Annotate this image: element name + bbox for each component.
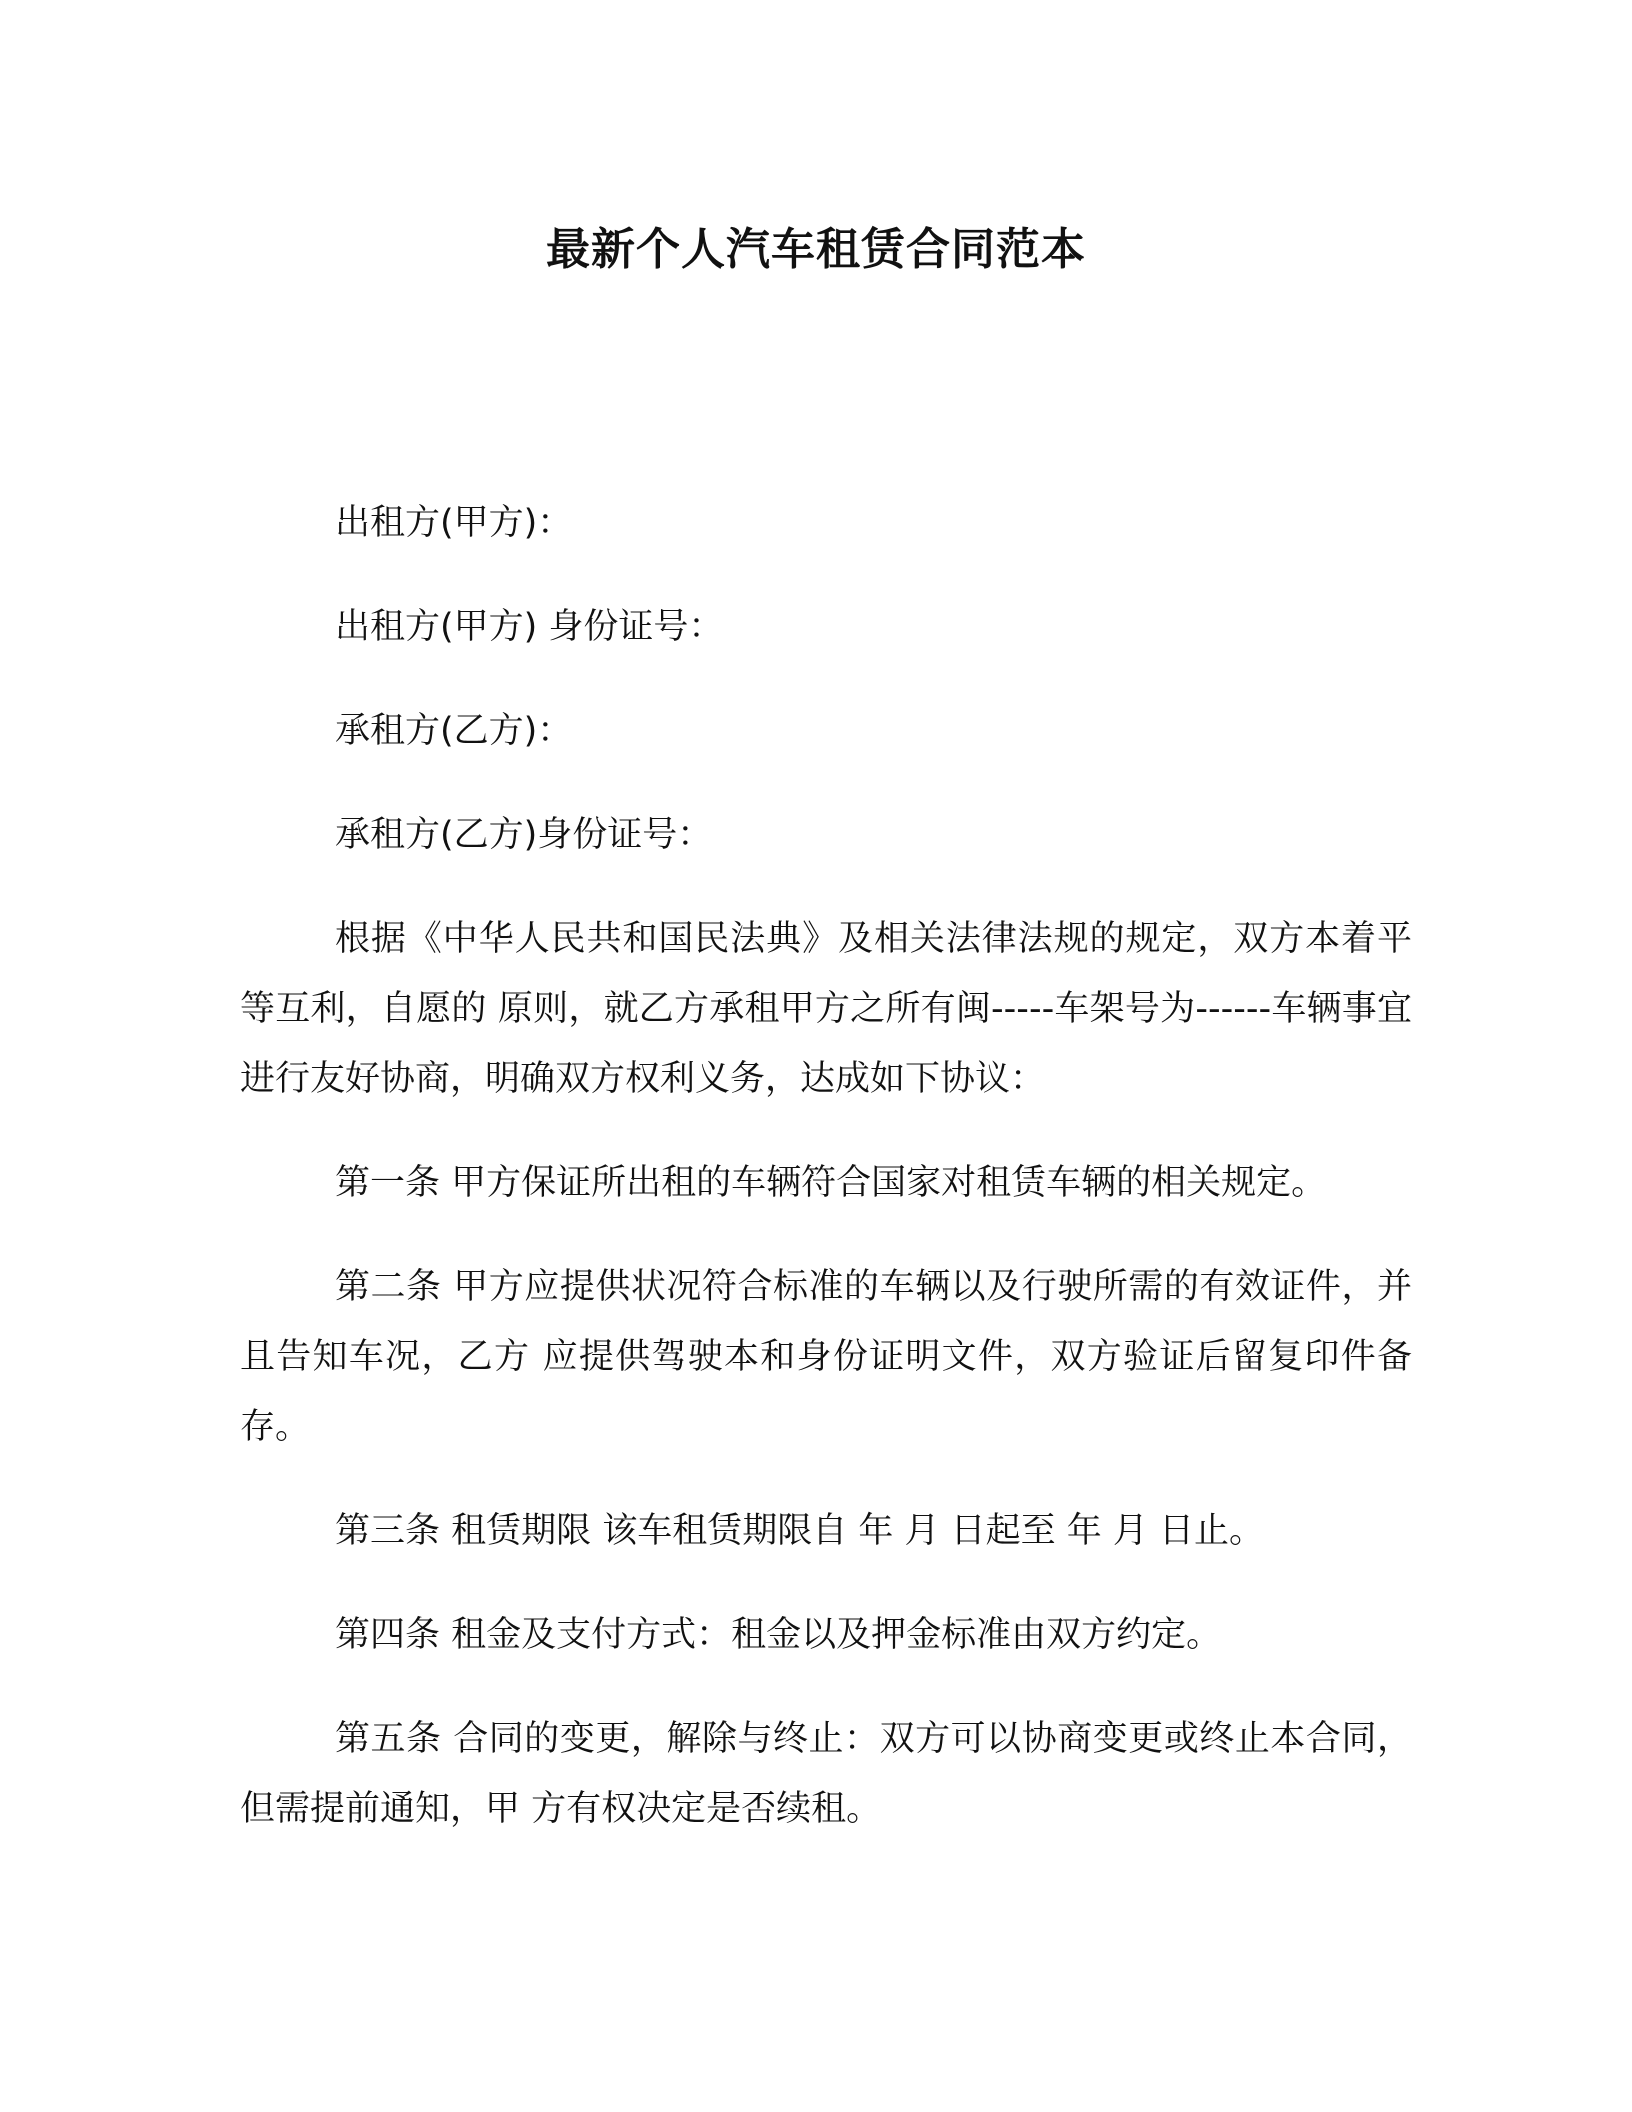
article-3: 第三条 租赁期限 该车租赁期限自 年 月 日起至 年 月 日止。 (335, 1511, 1265, 1551)
lessor-id-line: 出租方(甲方) 身份证号： (335, 607, 724, 647)
lessee-id-line: 承租方(乙方)身份证号： (335, 815, 713, 855)
article-1: 第一条 甲方保证所出租的车辆符合国家对租赁车辆的相关规定。 (335, 1163, 1327, 1203)
article-2: 第二条 甲方应提供状况符合标准的车辆以及行驶所需的有效证件，并且告知车况，乙方 应提供驾驶本和身份证明文件，双方验证后留复印件备存。 (240, 1267, 1412, 1447)
lessee-line: 承租方(乙方)： (335, 711, 573, 751)
document-body (240, 488, 1412, 1878)
article-4: 第四条 租金及支付方式：租金以及押金标准由双方约定。 (335, 1615, 1222, 1655)
article-5: 第五条 合同的变更，解除与终止：双方可以协商变更或终止本合同，但需提前通知，甲 方有权决定是否续租。 (240, 1719, 1412, 1829)
preamble-paragraph: 根据《中华人民共和国民法典》及相关法律法规的规定，双方本着平等互利，自愿的 原则，就乙方承租甲方之所有闽-----车架号为------车辆事宜进行友好协商，明确双方权利义务，达成如下协议： (240, 919, 1412, 1099)
document-title: 最新个人汽车租赁合同范本 (546, 224, 1086, 275)
lessor-line: 出租方(甲方)： (335, 503, 573, 543)
